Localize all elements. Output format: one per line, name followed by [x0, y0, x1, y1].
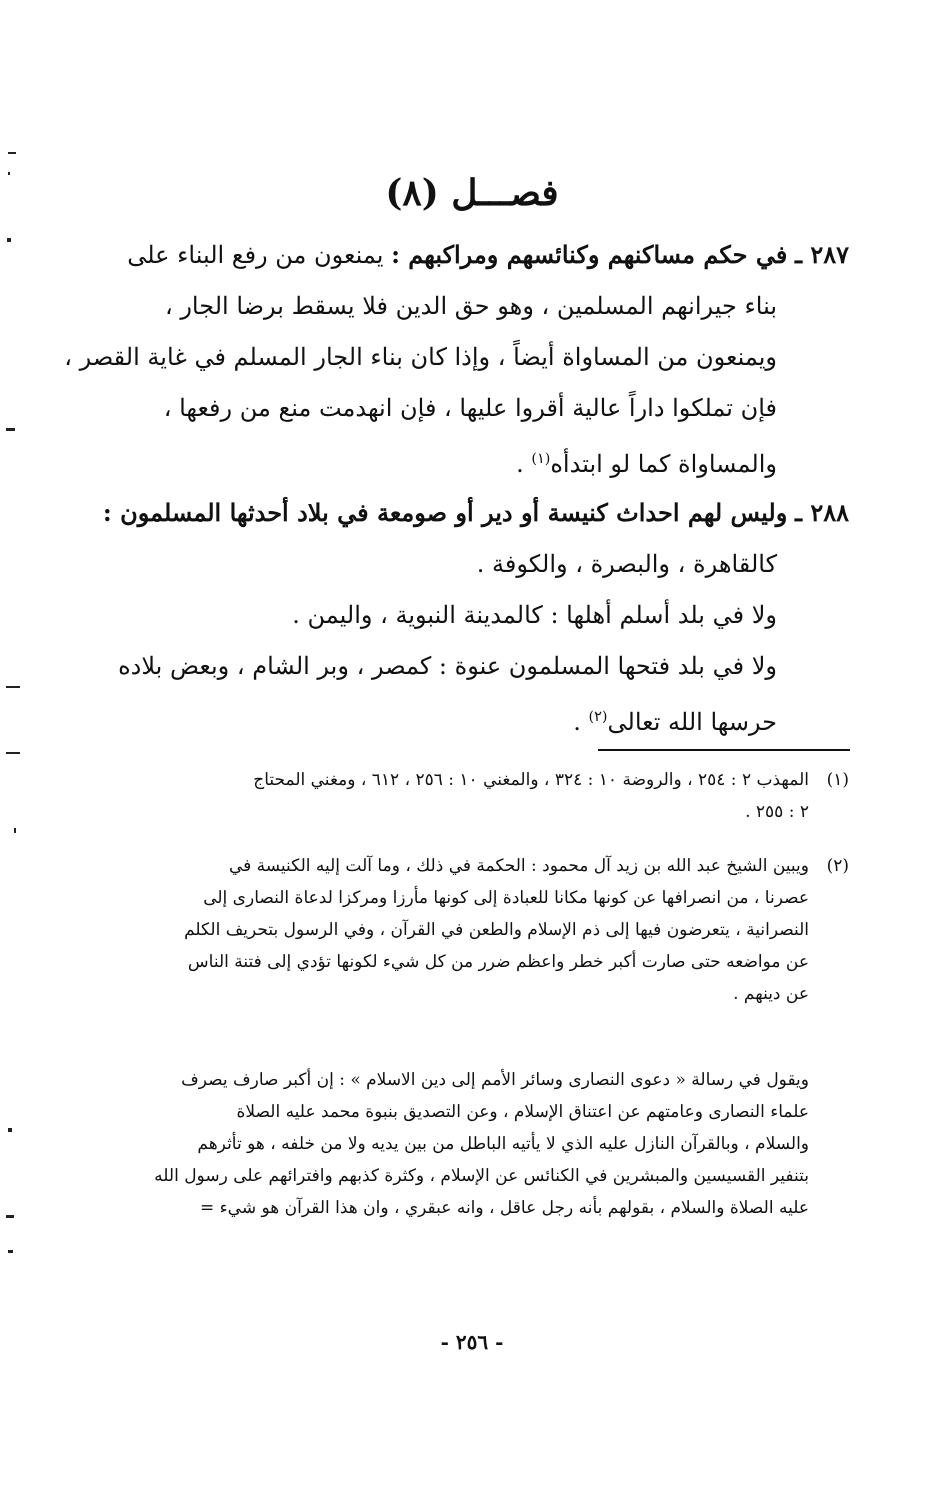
paragraph-line: ولا في بلد أسلم أهلها : كالمدينة النبوية ، واليمن . [292, 601, 777, 629]
paragraph-line: كالقاهرة ، والبصرة ، والكوفة . [476, 550, 777, 578]
paragraph-lead: وليس لهم احداث كنيسة أو دير أو صومعة في بلاد أحدثها المسلمون : [102, 498, 788, 527]
footnote-marker: (١) [826, 770, 849, 790]
footnote-line: والسلام ، وبالقرآن النازل عليه الذي لا يأتيه الباطل من بين يديه ولا من خلفه ، هو تأثرهم [197, 1134, 809, 1154]
paragraph-lead: في حكم مساكنهم وكنائسهم ومراكبهم : [391, 240, 788, 269]
paragraph-line: فإن تملكوا داراً عالية أقروا عليها ، فإن انهدمت منع من رفعها ، [163, 394, 777, 422]
footnote-line: بتنفير القسيسين والمبشرين في الكنائس عن الإسلام ، وكثرة كذبهم وافترائهم على رسول الله [154, 1166, 809, 1186]
paragraph-287 [64, 229, 849, 490]
paragraph-288-first-line [102, 487, 849, 539]
line-end: . [573, 708, 589, 736]
footnote-2 [94, 850, 849, 1010]
footnote-line: ٢ : ٢٥٥ . [745, 802, 809, 822]
footnote-line: ويقول في رسالة « دعوى النصارى وسائر الأمم إلى دين الاسلام » : إن أكبر صارف يصرف [181, 1070, 809, 1090]
footnote-line: النصرانية ، يتعرضون فيها إلى ذم الإسلام والطعن في القرآن ، وفي الرسول بتحريف الكلم [184, 920, 809, 940]
paragraph-287-first-line [127, 229, 849, 281]
paragraph-line: ويمنعون من المساواة أيضاً ، وإذا كان بناء الجار المسلم في غاية القصر ، [64, 343, 777, 371]
footnote-1 [94, 764, 849, 828]
paragraph-line: بناء جيرانهم المسلمين ، وهو حق الدين فلا يسقط برضا الجار ، [164, 292, 777, 320]
line-end: . [516, 450, 532, 478]
paragraph-number: ٢٨٧ ـ [794, 240, 849, 269]
paragraph-288 [102, 487, 849, 748]
footnote-line: عن دينهم . [733, 984, 809, 1004]
paragraph-last-line [154, 434, 849, 490]
footnote-line: علماء النصارى وعامتهم عن اعتناق الإسلام ، وعن التصديق بنبوة محمد عليه الصلاة [236, 1102, 809, 1122]
chapter-heading: فصـــل (٨) [385, 172, 559, 214]
paragraph-line: ولا في بلد فتحها المسلمون عنوة : كمصر ، وبر الشام ، وبعض بلاده [118, 652, 777, 680]
paragraph-text: يمنعون من رفع البناء على [127, 241, 384, 269]
paragraph-line: حرسها الله تعالى [607, 708, 777, 736]
footnote-line: ويبين الشيخ عبد الله بن زيد آل محمود : الحكمة في ذلك ، وما آلت إليه الكنيسة في [228, 856, 809, 876]
footnote-line: عليه الصلاة والسلام ، بقولهم بأنه رجل عاقل ، وانه عبقري ، وان هذا القرآن هو شيء = [200, 1198, 809, 1218]
page-number: - ٢٥٦ - [440, 1330, 504, 1354]
footnote-2-continuation [94, 1064, 849, 1224]
footnote-marker: (٢) [826, 856, 849, 876]
footnote-ref: (٢) [588, 709, 608, 725]
footnote-separator [598, 749, 850, 751]
paragraph-last-line [154, 692, 849, 748]
paragraph-number: ٢٨٨ ـ [794, 498, 849, 527]
footnote-line: المهذب ٢ : ٢٥٤ ، والروضة ١٠ : ٣٢٤ ، والمغني ١٠ : ٢٥٦ ، ٦١٢ ، ومغني المحتاج [253, 770, 809, 790]
footnote-ref: (١) [531, 451, 551, 467]
paragraph-line: والمساواة كما لو ابتدأه [550, 450, 777, 478]
footnote-line: عصرنا ، من انصرافها عن كونها مكانا للعبادة إلى كونها مأرزا ومركزا لدعاة النصارى إلى [203, 888, 809, 908]
footnote-line: عن مواضعه حتى صارت أكبر خطر واعظم ضرر من كل شيء لكونها تؤدي إلى فتنة الناس [187, 952, 809, 972]
